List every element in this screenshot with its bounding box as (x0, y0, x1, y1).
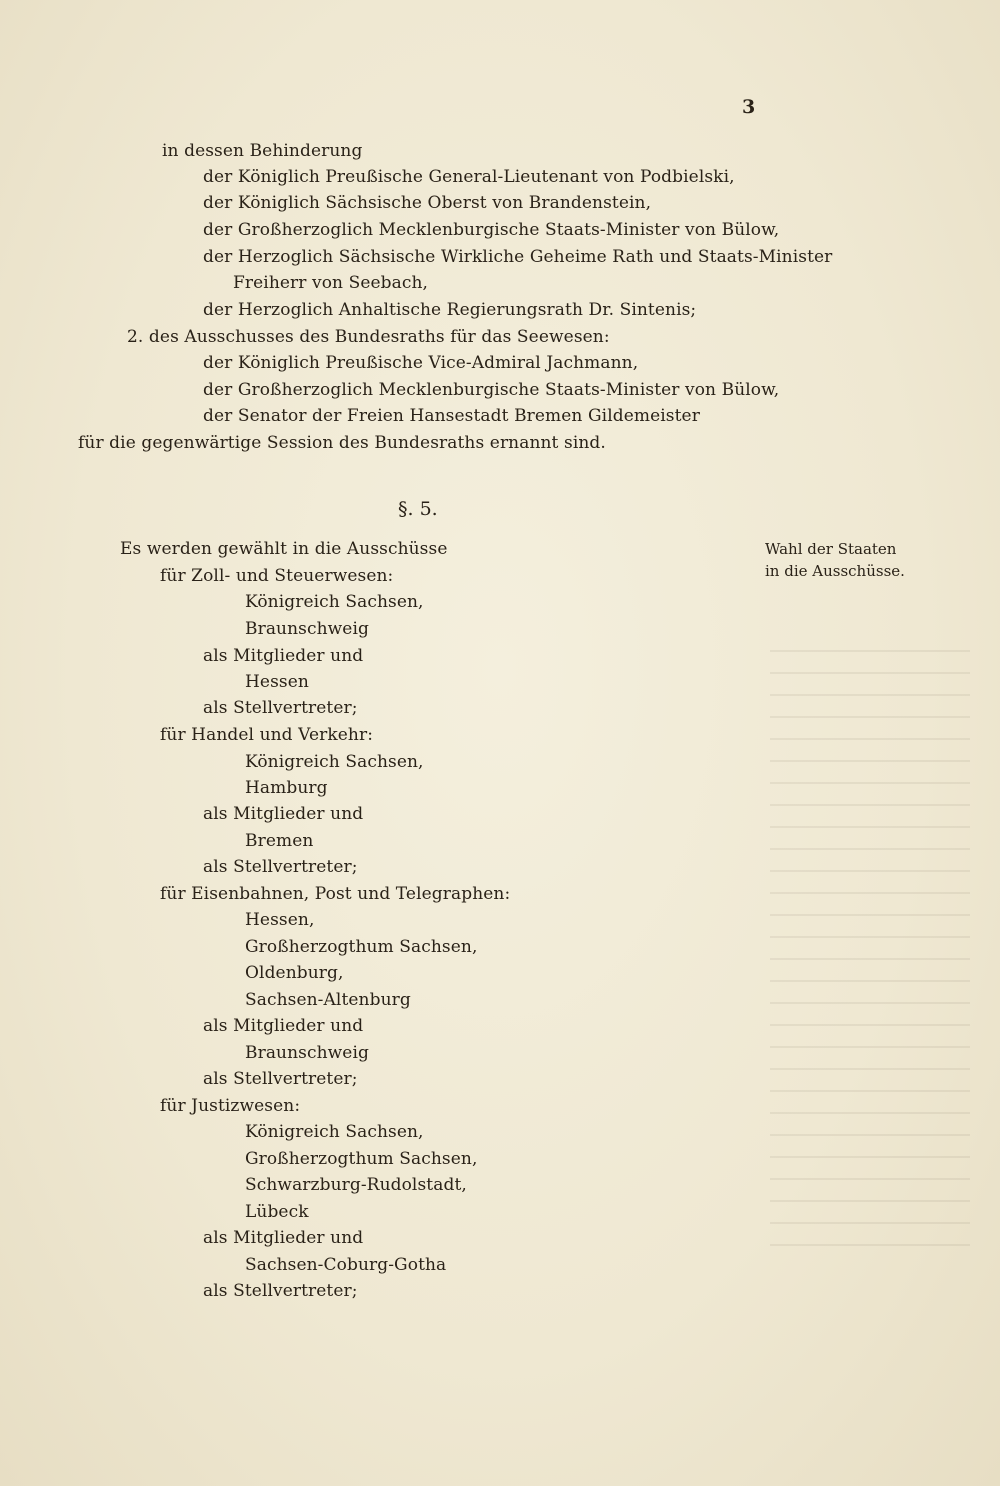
text-line: der Königlich Preußische General-Lieutenant von Podbielski, (203, 167, 735, 187)
text-line: für die gegenwärtige Session des Bundesraths ernannt sind. (78, 433, 606, 453)
text-line: als Stellvertreter; (203, 1281, 358, 1301)
text-line: Lübeck (245, 1202, 309, 1222)
text-line: Königreich Sachsen, (245, 1122, 424, 1142)
text-line: als Stellvertreter; (203, 698, 358, 718)
page-number: 3 (742, 96, 756, 118)
text-line: Sachsen-Coburg-Gotha (245, 1255, 447, 1275)
text-line: Bremen (245, 831, 314, 851)
text-line: für Justizwesen: (160, 1096, 301, 1116)
text-line: Hessen (245, 672, 309, 692)
text-line: Hamburg (245, 778, 328, 798)
text-line: Königreich Sachsen, (245, 592, 424, 612)
text-line: für Eisenbahnen, Post und Telegraphen: (160, 884, 511, 904)
text-line: Sachsen-Altenburg (245, 990, 411, 1010)
text-line: in dessen Behinderung (162, 141, 363, 161)
text-line: Königreich Sachsen, (245, 752, 424, 772)
text-line: der Königlich Preußische Vice-Admiral Jachmann, (203, 353, 639, 373)
text-line: der Großherzoglich Mecklenburgische Staats-Minister von Bülow, (203, 220, 780, 240)
margin-note-line: Wahl der Staaten (765, 540, 897, 558)
text-line: als Mitglieder und (203, 1228, 364, 1248)
text-line: als Stellvertreter; (203, 1069, 358, 1089)
text-line: als Mitglieder und (203, 646, 364, 666)
text-line: 2. des Ausschusses des Bundesraths für das Seewesen: (127, 327, 610, 347)
text-line: für Zoll- und Steuerwesen: (160, 566, 394, 586)
text-line: Großherzogthum Sachsen, (245, 937, 478, 957)
text-line: der Herzoglich Sächsische Wirkliche Geheime Rath und Staats-Minister (203, 247, 833, 267)
text-line: Oldenburg, (245, 963, 344, 983)
text-line: für Handel und Verkehr: (160, 725, 374, 745)
text-line: Braunschweig (245, 1043, 369, 1063)
text-line: Braunschweig (245, 619, 369, 639)
text-line: Es werden gewählt in die Ausschüsse (120, 539, 448, 559)
bleed-through-text (770, 650, 970, 1250)
text-line: als Mitglieder und (203, 1016, 364, 1036)
text-line: als Stellvertreter; (203, 857, 358, 877)
text-line: Freiherr von Seebach, (233, 273, 429, 293)
text-line: Hessen, (245, 910, 315, 930)
text-line: Schwarzburg-Rudolstadt, (245, 1175, 467, 1195)
margin-note-line: in die Ausschüsse. (765, 562, 905, 580)
text-line: der Königlich Sächsische Oberst von Brandenstein, (203, 193, 652, 213)
text-line: Großherzogthum Sachsen, (245, 1149, 478, 1169)
text-line: der Herzoglich Anhaltische Regierungsrath Dr. Sintenis; (203, 300, 697, 320)
section-heading: §. 5. (398, 498, 438, 520)
text-line: der Großherzoglich Mecklenburgische Staats-Minister von Bülow, (203, 380, 780, 400)
text-line: als Mitglieder und (203, 804, 364, 824)
text-line: der Senator der Freien Hansestadt Bremen Gildemeister (203, 406, 700, 426)
